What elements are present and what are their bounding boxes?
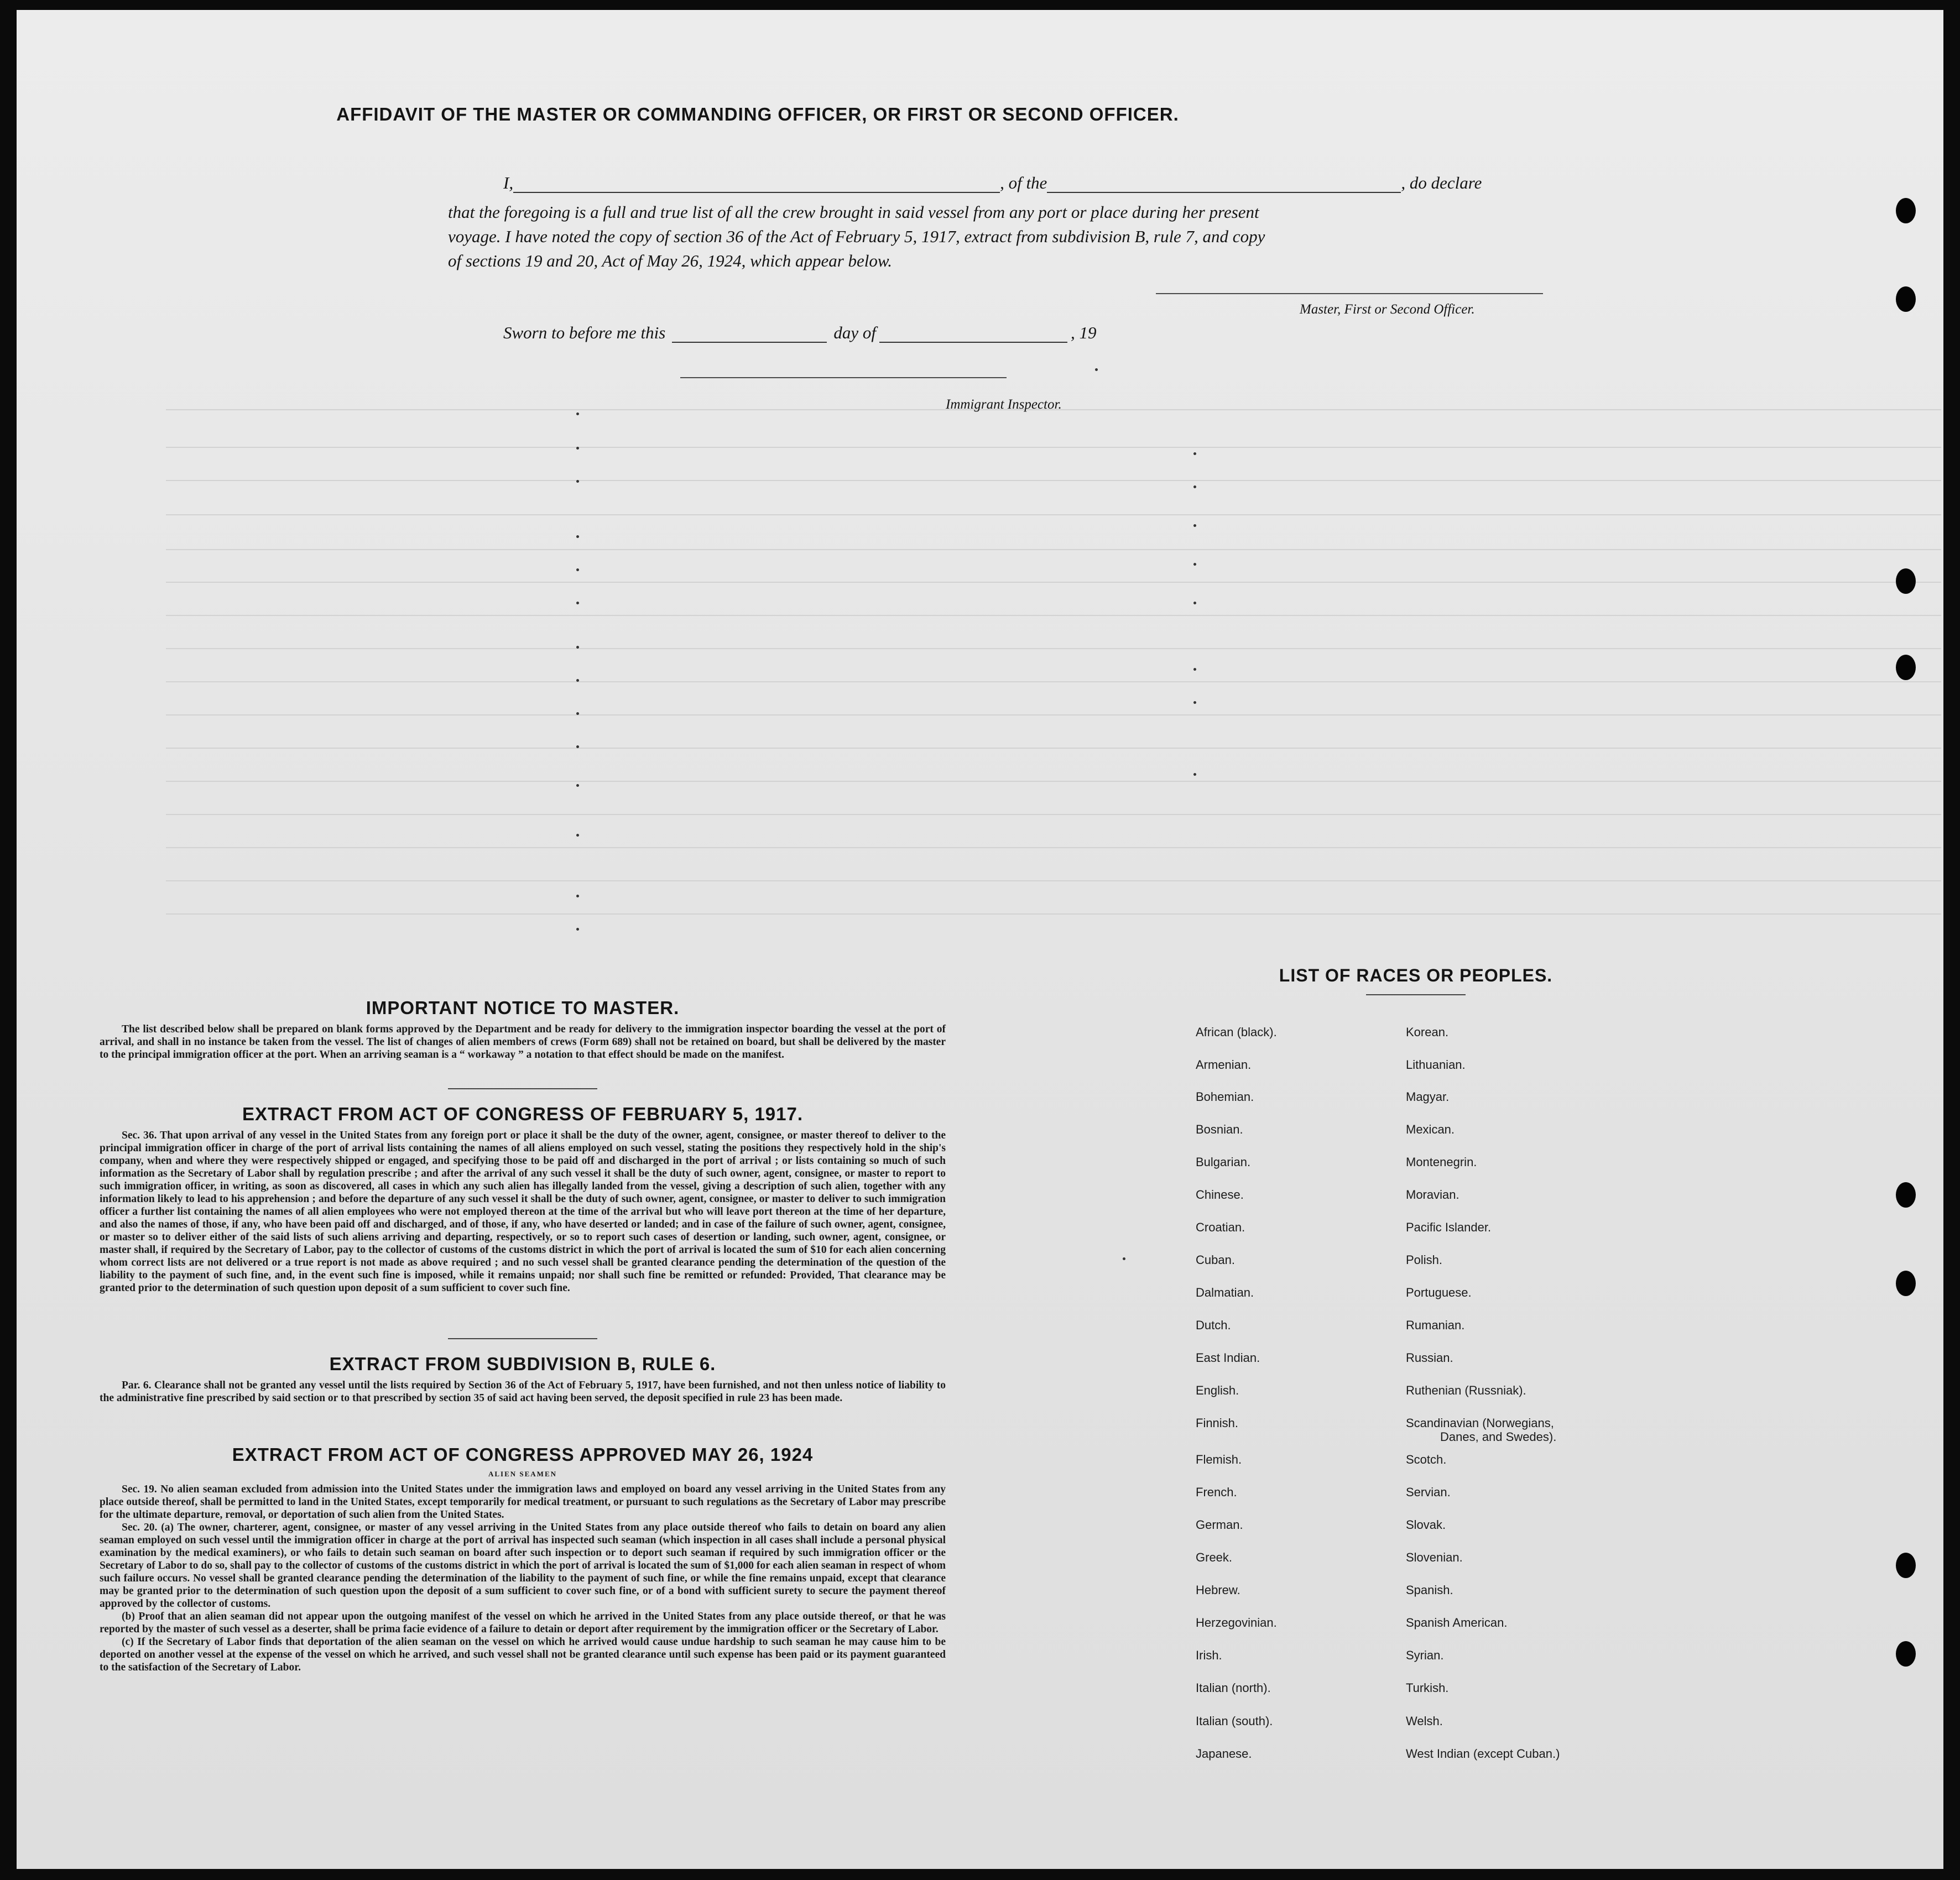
alien-seamen-subtitle: ALIEN SEAMEN — [488, 1470, 557, 1478]
day-of-label: day of — [833, 323, 876, 342]
binding-hole — [1896, 1182, 1916, 1208]
races-title: LIST OF RACES OR PEOPLES. — [1279, 965, 1553, 985]
race-item: Mexican. — [1406, 1122, 1455, 1136]
race-item: Croatian. — [1196, 1220, 1245, 1234]
sworn-label: Sworn to before me this — [503, 323, 666, 342]
binding-hole — [1896, 568, 1916, 594]
par6-paragraph: Par. 6. Clearance shall not be granted any vessel until the lists required by Section 36 of the Act of February 5, 1917, have been furnished, and not then unless notice of liability to the administrative fine prescribed by said section or to that prescribed by section 35 of said act having been served, the deposit specified in rule 23 has been made. — [100, 1380, 946, 1404]
document-page — [17, 10, 1943, 1869]
race-item: Herzegovinian. — [1196, 1616, 1277, 1630]
sec36-paragraph: Sec. 36. That upon arrival of any vessel in the United States from any foreign port or place it shall be the duty of the owner, agent, consignee, or master thereof to deliver to the principal immigration officer in charge of the port of arrival lists containing the names of all aliens employed on such vessel, stating the positions they respectively hold in the ship's company, when and where they were respectively shipped or engaged, and specifying those to be paid off and discharged in the port of arrival ; or lists containing so much of such information as the Secretary of Labor shall by regulation prescribe ; and after the arrival of any such vessel it shall be the duty of such owner, agent, consignee, or master to report to such immigration officer, in writing, as soon as discovered, all cases in which any such alien has illegally landed from the vessel, giving a description of such alien, together with any information likely to lead to his apprehension ; and before the departure of any such vessel it shall be the duty of such owner, agent, consignee, or master to deliver to such immigration officer a further list containing the names of all alien employees who were not employed thereon at the time of the arrival but who will leave port thereon at the time of her departure, and also the names of those, if any, who have been paid off and discharged, and of those, if any, who have deserted or landed; and in case of the failure of such owner, agent, consignee, or master so to deliver either of the said lists of such aliens arriving and departing, respectively, or so to report such cases of desertion or landing, such owner, agent, consignee, or master shall, if required by the Secretary of Labor, pay to the collector of customs of the customs district in which the port of arrival is located the sum of $10 for each alien concerning whom correct lists are not delivered or a true report is not made as above required ; and no such vessel shall be granted clearance pending the determination of the question of the liability to the payment of such fine, and, in the event such fine is imposed, while it remains unpaid; nor shall such fine be remitted or refunded: Provided, That clearance may be granted prior to the determination of such question upon deposit of a sum sufficient to cover such fine. — [100, 1130, 946, 1294]
race-item: Syrian. — [1406, 1648, 1444, 1662]
subdiv-b-title: EXTRACT FROM SUBDIVISION B, RULE 6. — [329, 1354, 716, 1374]
race-item: Korean. — [1406, 1025, 1449, 1039]
race-item: Italian (south). — [1196, 1714, 1273, 1728]
sworn-line — [503, 323, 1096, 343]
extract-1924-title: EXTRACT FROM ACT OF CONGRESS APPROVED MAY 26, 1924 — [232, 1444, 814, 1465]
day-blank — [672, 342, 827, 343]
notice-paragraph: The list described below shall be prepared on blank forms approved by the Department and be ready for delivery to the immigration inspector boarding the vessel at the port of arrival, and shall in no instance be taken from the vessel. The list of changes of alien members of crews (Form 689) shall not be retained on board, but shall be delivered by the master to the principal immigration officer at the port. When an arriving seaman is a “ workaway ” a notation to that effect should be made on the manifest. — [100, 1023, 946, 1061]
race-item: Dalmatian. — [1196, 1286, 1254, 1299]
master-signature-line — [1156, 293, 1543, 294]
name-blank — [513, 192, 1000, 193]
vessel-blank — [1047, 192, 1401, 193]
race-item: English. — [1196, 1383, 1239, 1397]
race-item: Magyar. — [1406, 1090, 1450, 1104]
affidavit-of-the-label: , of the — [1000, 173, 1047, 192]
race-item: Servian. — [1406, 1485, 1451, 1499]
affidavit-text-line: of sections 19 and 20, Act of May 26, 1924, which appear below. — [448, 251, 893, 270]
race-item: Danes, and Swedes). — [1440, 1430, 1557, 1444]
race-item: Chinese. — [1196, 1188, 1244, 1202]
race-item: Moravian. — [1406, 1188, 1459, 1202]
race-item: African (black). — [1196, 1025, 1277, 1039]
race-item: French. — [1196, 1485, 1237, 1499]
inspector-signature-line — [680, 377, 1007, 378]
sec19-paragraph: Sec. 19. No alien seaman excluded from admission into the United States under the immigration laws and employed on board any vessel arriving in the United States from any place outside thereof, shall be permitted to land in the United States, except temporarily for medical treatment, or pursuant to such regulations as the Secretary of Labor may prescribe for the ultimate departure, removal, or deportation of such alien from the United States. — [100, 1484, 946, 1521]
subdiv-b-text — [100, 1379, 946, 1404]
master-signature-label: Master, First or Second Officer. — [1300, 302, 1475, 317]
affidavit-text-line: voyage. I have noted the copy of section 36 of the Act of February 5, 1917, extract from subdivision B, rule 7, and copy — [448, 227, 1265, 246]
extract-1917-text — [100, 1129, 946, 1294]
notice-title: IMPORTANT NOTICE TO MASTER. — [366, 998, 680, 1018]
sec20c-paragraph: (c) If the Secretary of Labor finds that deportation of the alien seaman on the vessel on which he arrived would cause undue hardship to such seaman he may cause him to be deported on another vessel at the expense of the vessel on which he arrived, and such vessel shall not be granted clearance until such expense has been paid or its payment guaranteed to the satisfaction of the Secretary of Labor. — [100, 1636, 946, 1673]
notice-text — [100, 1023, 946, 1061]
year-label: , 19 — [1070, 323, 1097, 342]
race-item: Flemish. — [1196, 1453, 1242, 1466]
race-item: German. — [1196, 1518, 1243, 1532]
races-title-rule — [1366, 994, 1466, 995]
race-item: Lithuanian. — [1406, 1058, 1466, 1072]
sec20b-paragraph: (b) Proof that an alien seaman did not appear upon the outgoing manifest of the vessel on which he arrived in the United States from any place outside thereof, or that he was reported by the master of such vessel as a deserter, shall be prima facie evidence of a failure to detain or deport after requirement by the immigration officer or the Secretary of Labor. — [100, 1611, 946, 1635]
extract-1917-title: EXTRACT FROM ACT OF CONGRESS OF FEBRUARY 5, 1917. — [242, 1104, 804, 1124]
race-item: Slovak. — [1406, 1518, 1446, 1532]
binding-hole — [1896, 1271, 1916, 1296]
sec20a-paragraph: Sec. 20. (a) The owner, charterer, agent, consignee, or master of any vessel arriving in the United States from any place outside thereof who fails to detain on board any alien seaman employed on such vessel until the immigration officer in charge at the port of arrival has inspected such seaman (which inspection in all cases shall include a personal physical examination by the medical examiners), or who fails to detain such seaman on board after such inspection or to deport such seaman if required by such immigration officer or the Secretary of Labor to do so, shall pay to the collector of customs of the customs district in which the port of arrival is located the sum of $1,000 for each alien seaman in respect of whom such failure occurs. No vessel shall be granted clearance pending the determination of the liability to the payment of such fine, or while the fine remains unpaid, except that clearance may be granted prior to the determination of such question upon the deposit of a sum sufficient to cover such fine, or of a bond with sufficient surety to secure the payment thereof approved by the collector of customs. — [100, 1522, 946, 1610]
race-item: Slovenian. — [1406, 1550, 1463, 1564]
race-item: Scandinavian (Norwegians, — [1406, 1416, 1554, 1430]
race-item: Bosnian. — [1196, 1122, 1243, 1136]
race-item: Greek. — [1196, 1550, 1233, 1564]
binding-hole — [1896, 655, 1916, 680]
extract-1924-text — [100, 1483, 946, 1674]
inspector-signature-label: Immigrant Inspector. — [946, 397, 1062, 412]
section-divider — [448, 1088, 597, 1089]
affidavit-declare-label: , do declare — [1401, 173, 1482, 192]
race-item: Cuban. — [1196, 1253, 1235, 1267]
race-item: Ruthenian (Russniak). — [1406, 1383, 1526, 1397]
race-item: Italian (north). — [1196, 1681, 1271, 1695]
binding-hole — [1896, 198, 1916, 223]
race-item: Polish. — [1406, 1253, 1443, 1267]
race-item: East Indian. — [1196, 1351, 1260, 1365]
race-item: Spanish American. — [1406, 1616, 1508, 1630]
binding-hole — [1896, 1553, 1916, 1578]
race-item: Turkish. — [1406, 1681, 1449, 1695]
race-item: Rumanian. — [1406, 1318, 1465, 1332]
affidavit-declaration-line — [503, 173, 1482, 193]
race-item: Armenian. — [1196, 1058, 1252, 1072]
race-item: Dutch. — [1196, 1318, 1231, 1332]
race-item: Portuguese. — [1406, 1286, 1472, 1299]
affidavit-i-label: I, — [503, 173, 514, 192]
race-item: Montenegrin. — [1406, 1155, 1477, 1169]
race-item: Welsh. — [1406, 1714, 1443, 1728]
race-item: Irish. — [1196, 1648, 1222, 1662]
binding-hole — [1896, 1641, 1916, 1667]
race-item: Bulgarian. — [1196, 1155, 1251, 1169]
month-blank — [879, 342, 1067, 343]
race-item: Spanish. — [1406, 1583, 1453, 1597]
race-item: Japanese. — [1196, 1747, 1252, 1761]
race-item: Pacific Islander. — [1406, 1220, 1492, 1234]
binding-hole — [1896, 286, 1916, 312]
race-item: Hebrew. — [1196, 1583, 1240, 1597]
affidavit-title: AFFIDAVIT OF THE MASTER OR COMMANDING OFFICER, OR FIRST OR SECOND OFFICER. — [336, 104, 1179, 124]
race-item: Bohemian. — [1196, 1090, 1254, 1104]
race-item: Finnish. — [1196, 1416, 1239, 1430]
section-divider — [448, 1338, 597, 1339]
race-item: Scotch. — [1406, 1453, 1447, 1466]
race-item: Russian. — [1406, 1351, 1453, 1365]
affidavit-text-line: that the foregoing is a full and true list of all the crew brought in said vessel from any port or place during her present — [448, 202, 1259, 222]
race-item: West Indian (except Cuban.) — [1406, 1747, 1560, 1761]
